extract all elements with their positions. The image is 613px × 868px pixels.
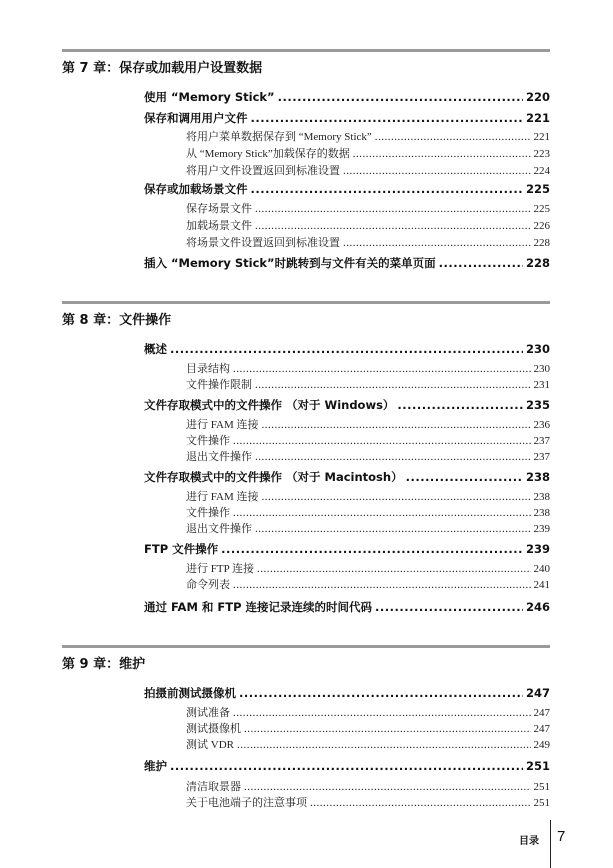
toc-entry-title: 保存和调用用户文件 [144,111,248,125]
dot-leader [343,237,531,249]
dot-leader [251,111,523,125]
toc-subentry[interactable] [186,217,550,233]
dot-leader [343,165,531,177]
toc-entry-page: 246 [525,600,550,614]
toc-entry-page: 251 [525,759,550,773]
toc-entry-page: 228 [533,237,550,249]
toc-entry-page: 225 [525,182,550,196]
toc-entry-page: 237 [533,451,550,463]
toc-entry-title: 目录结构 [186,363,230,375]
toc-entry-page: 231 [533,379,550,391]
toc-subentry[interactable] [186,376,550,392]
toc-entry-title: 退出文件操作 [186,451,252,463]
toc-entry-title: 将场景文件设置返回到标准设置 [186,237,340,249]
toc-entry-page: 226 [533,220,550,232]
toc-entry-page: 238 [533,507,550,519]
dot-leader [262,491,531,503]
dot-leader [233,507,531,519]
dot-leader [255,451,531,463]
toc-subentry[interactable] [186,416,550,432]
toc-entry-title: 维护 [144,759,167,773]
toc-subentry[interactable] [186,794,550,810]
toc-entry-title: 文件操作 [186,435,230,447]
toc-subentry[interactable] [186,432,550,448]
toc-subentry[interactable] [186,145,550,161]
toc-subentry[interactable] [186,234,550,250]
toc-entry-page: 225 [533,203,550,215]
toc-entry-page: 247 [533,723,550,735]
toc-entry[interactable] [144,341,550,359]
toc-entry[interactable] [144,685,550,703]
chapter-rule [62,645,550,648]
toc-entry[interactable] [144,255,550,273]
toc-entry-title: 加载场景文件 [186,220,252,232]
dot-leader [406,470,523,484]
toc-entry-page: 239 [533,523,550,535]
toc-subentry[interactable] [186,488,550,504]
toc-subentry[interactable] [186,520,550,536]
toc-entry-page: 230 [525,342,550,356]
toc-entry-title: 文件操作限制 [186,379,252,391]
toc-entry-title: 拍摄前测试摄像机 [144,686,236,700]
toc-subentry[interactable] [186,576,550,592]
page-number: 7 [557,828,566,845]
dot-leader [233,363,531,375]
toc-entry-title: 文件存取模式中的文件操作 （对于 Macintosh） [144,470,403,484]
toc-entry-title: 使用 “Memory Stick” [144,90,275,104]
toc-entry-page: 228 [525,256,550,270]
chapter-title: 第 7 章：保存或加载用户设置数据 [62,61,263,76]
toc-subentry[interactable] [186,560,550,576]
dot-leader [257,563,530,575]
toc-subentry[interactable] [186,200,550,216]
dot-leader [237,739,531,751]
dot-leader [310,797,531,809]
toc-entry-page: 251 [533,797,550,809]
toc-entry[interactable] [144,541,550,559]
dot-leader [233,579,531,591]
dot-leader [244,723,531,735]
toc-subentry[interactable] [186,360,550,376]
toc-entry-page: 241 [533,579,550,591]
toc-subentry[interactable] [186,448,550,464]
toc-subentry[interactable] [186,504,550,520]
dot-leader [221,542,523,556]
dot-leader [170,342,523,356]
toc-entry-page: 224 [533,165,550,177]
toc-entry-title: 插入 “Memory Stick”时跳转到与文件有关的菜单页面 [144,256,436,270]
dot-leader [353,148,531,160]
dot-leader [255,203,531,215]
dot-leader [251,182,523,196]
dot-leader [375,131,531,143]
dot-leader [239,686,523,700]
toc-entry-title: 将用户文件设置返回到标准设置 [186,165,340,177]
toc-entry-page: 247 [533,707,550,719]
toc-subentry[interactable] [186,720,550,736]
toc-subentry[interactable] [186,128,550,144]
dot-leader [397,398,523,412]
toc-entry-title: 文件存取模式中的文件操作 （对于 Windows） [144,398,395,412]
toc-entry-page: 238 [533,491,550,503]
toc-entry[interactable] [144,397,550,415]
dot-leader [375,600,523,614]
toc-entry-page: 223 [533,148,550,160]
toc-entry-title: 测试准备 [186,707,230,719]
toc-entry-title: 概述 [144,342,167,356]
toc-entry-page: 237 [533,435,550,447]
toc-entry-title: 将用户菜单数据保存到 “Memory Stick” [186,131,372,143]
toc-entry[interactable] [144,469,550,487]
toc-entry-page: 236 [533,419,550,431]
toc-entry-page: 221 [525,111,550,125]
toc-entry-title: 进行 FTP 连接 [186,563,255,575]
toc-entry[interactable] [144,181,550,199]
toc-entry-title: 退出文件操作 [186,523,252,535]
toc-entry-title: 保存或加载场景文件 [144,182,248,196]
toc-entry-title: FTP 文件操作 [144,542,219,556]
dot-leader [255,220,531,232]
toc-entry-page: 220 [525,90,550,104]
chapter-rule [62,301,550,304]
dot-leader [233,707,531,719]
toc-entry-title: 测试摄像机 [186,723,241,735]
toc-entry[interactable] [144,599,550,617]
dot-leader [439,256,523,270]
toc-entry[interactable] [144,110,550,128]
dot-leader [244,781,531,793]
toc-subentry[interactable] [186,704,550,720]
toc-entry-title: 进行 FAM 连接 [186,491,259,503]
toc-subentry[interactable] [186,736,550,752]
toc-entry-page: 238 [525,470,550,484]
toc-entry-page: 230 [533,363,550,375]
toc-entry[interactable] [144,758,550,776]
dot-leader [255,523,531,535]
toc-entry-page: 235 [525,398,550,412]
toc-entry-title: 从 “Memory Stick”加载保存的数据 [186,148,350,160]
dot-leader [255,379,531,391]
toc-entry-page: 221 [533,131,550,143]
toc-entry-page: 247 [525,686,550,700]
toc-entry[interactable] [144,89,550,107]
toc-entry-title: 进行 FAM 连接 [186,419,259,431]
toc-subentry[interactable] [186,778,550,794]
toc-entry-title: 关于电池端子的注意事项 [186,797,307,809]
dot-leader [262,419,531,431]
dot-leader [233,435,531,447]
toc-entry-title: 测试 VDR [186,739,234,751]
chapter-title: 第 9 章：维护 [62,657,146,672]
dot-leader [170,759,523,773]
dot-leader [278,90,523,104]
toc-entry-page: 249 [533,739,550,751]
toc-entry-title: 文件操作 [186,507,230,519]
chapter-rule [62,49,550,52]
toc-entry-page: 240 [533,563,550,575]
toc-entry-title: 清洁取景器 [186,781,241,793]
toc-entry-page: 251 [533,781,550,793]
chapter-title: 第 8 章：文件操作 [62,313,172,328]
toc-entry-title: 命令列表 [186,579,230,591]
toc-entry-page: 239 [525,542,550,556]
footer-section-label: 目录 [519,836,539,847]
footer-divider [550,820,551,868]
toc-subentry[interactable] [186,162,550,178]
toc-entry-title: 保存场景文件 [186,203,252,215]
toc-entry-title: 通过 FAM 和 FTP 连接记录连续的时间代码 [144,600,373,614]
